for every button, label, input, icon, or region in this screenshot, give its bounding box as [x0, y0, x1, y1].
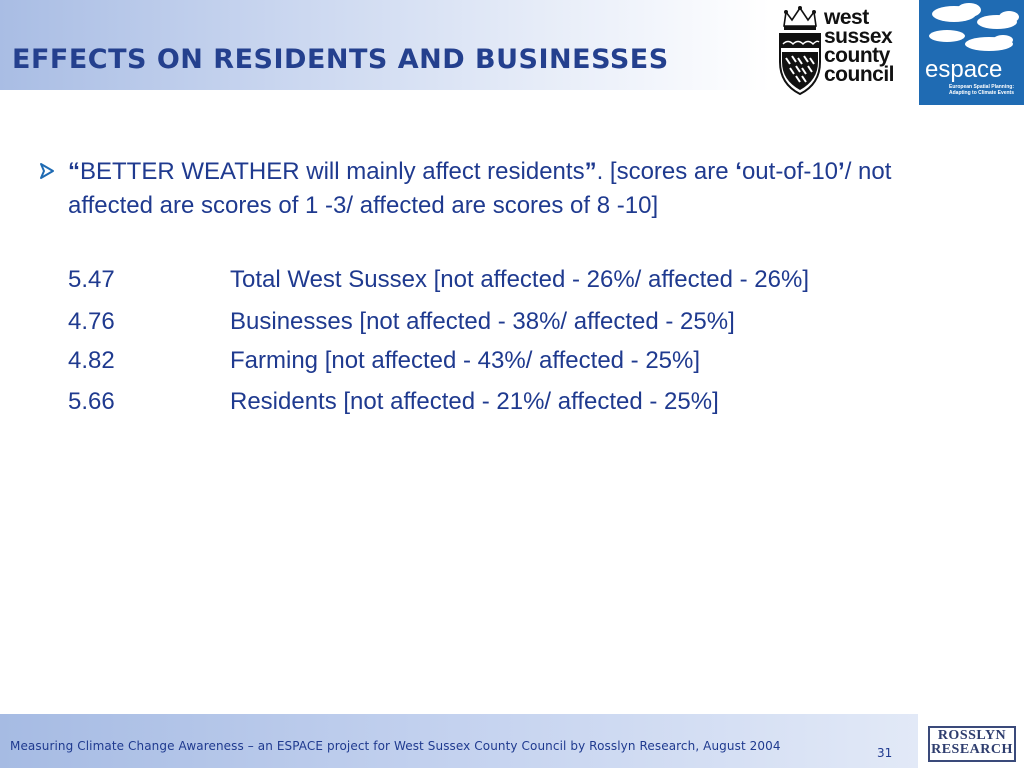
open-single-quote: ‘ [735, 158, 742, 185]
score-value: 4.82 [68, 347, 115, 374]
slide-title: EFFECTS ON RESIDENTS AND BUSINESSES [12, 44, 669, 75]
espace-tagline [949, 84, 1023, 96]
bullet-text-part: . [scores are [596, 158, 736, 185]
west-sussex-county-council-logo [776, 4, 916, 96]
footer-caption: Measuring Climate Change Awareness – an ESPACE project for West Sussex County Council by Rosslyn Research, August 2004 [10, 739, 781, 753]
rosslyn-logo-frame [928, 726, 1016, 762]
clouds-icon [919, 0, 1024, 60]
score-description: Residents [not affected - 21%/ affected - 25%] [230, 388, 719, 415]
wordmark-line: sussex [824, 25, 893, 48]
tagline-line: Adapting to Climate Events [949, 90, 1015, 96]
page-number: 31 [877, 746, 893, 760]
county-shield-icon [776, 4, 824, 96]
score-description: Farming [not affected - 43%/ affected - 25%] [230, 347, 701, 374]
score-description: Total West Sussex [not affected - 26%/ affected - 26%] [230, 266, 809, 293]
bullet-point [68, 155, 968, 223]
tagline-line: European Spatial Planning: [949, 84, 1015, 90]
espace-wordmark: espace [925, 56, 1003, 83]
rosslyn-wordmark [930, 729, 1014, 757]
out-of-ten-label: out-of-10 [741, 158, 839, 185]
wordmark-line: west [824, 6, 869, 29]
open-quote: “ [68, 158, 80, 185]
wordmark-line: RESEARCH [931, 742, 1013, 757]
score-value: 5.66 [68, 388, 115, 415]
close-single-quote: ’ [838, 158, 845, 185]
bullet-text-part: / not affected are scores of 1 -3/ affected are scores of 8 -10] [68, 158, 892, 219]
footer-band [0, 714, 918, 768]
score-value: 5.47 [68, 266, 115, 293]
arrow-bullet-icon [38, 162, 56, 180]
rosslyn-research-logo [918, 714, 1024, 768]
close-quote: ” [584, 158, 597, 185]
wordmark-line: county [824, 44, 890, 67]
wordmark-line: ROSSLYN [937, 728, 1007, 743]
espace-logo [919, 0, 1024, 105]
score-value: 4.76 [68, 308, 115, 335]
quoted-statement: BETTER WEATHER will mainly affect residents [80, 158, 585, 185]
council-wordmark [824, 8, 894, 84]
wordmark-line: council [824, 63, 895, 86]
score-description: Businesses [not affected - 38%/ affected - 25%] [230, 308, 735, 335]
